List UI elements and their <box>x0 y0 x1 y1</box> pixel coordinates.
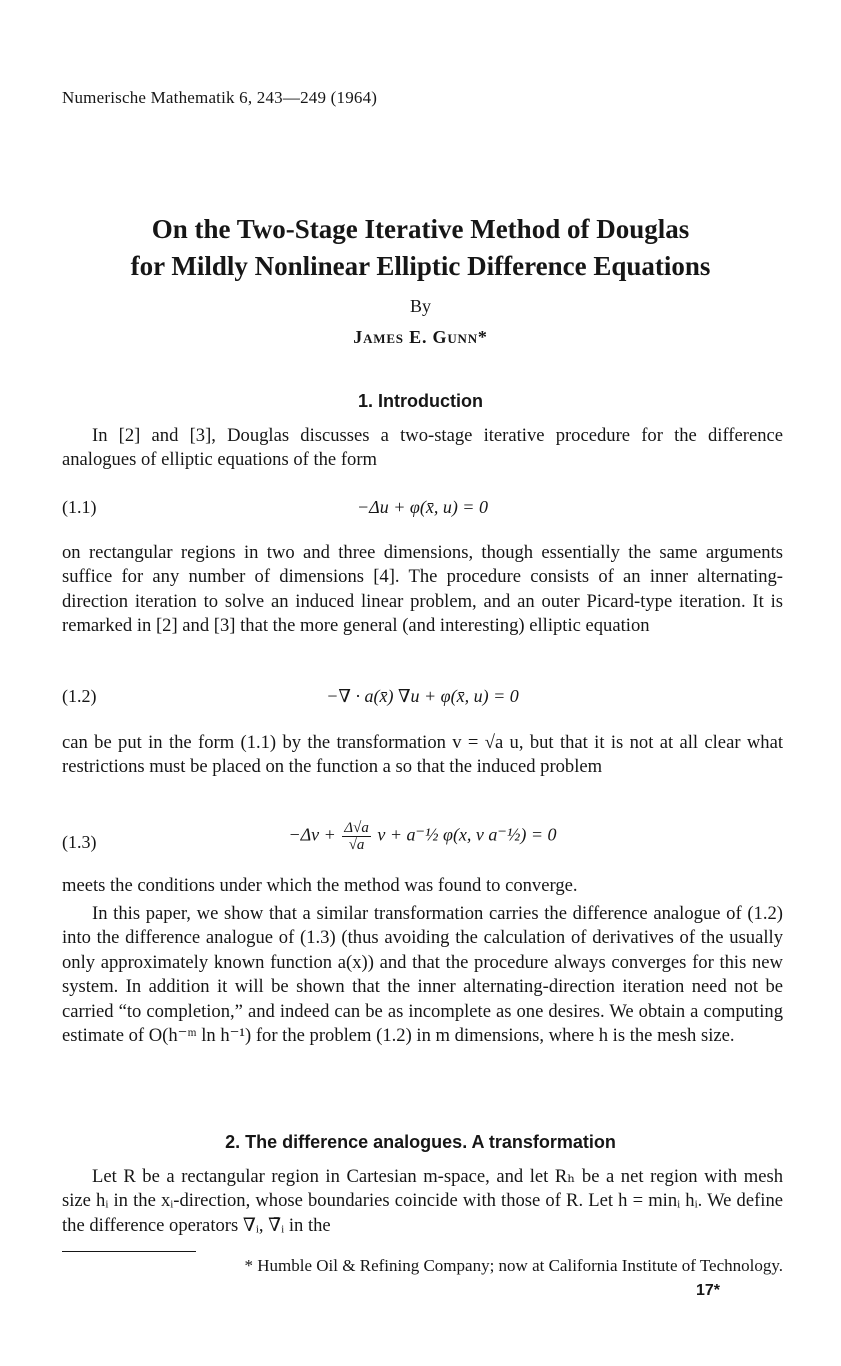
paragraph-intro-5: In this paper, we show that a similar transformation carries the difference analogue of (1.2) into the difference analogue of (1.3) (thus avoiding the calculation of derivatives of the usually only approximately known function a(x)) and that the procedure always converges for this new system. In addition it will be shown that the inner alternating-direction iteration need not be carried “to completion,” and indeed can be as incomplete as one desires. We obtain a computing estimate of O(h⁻ᵐ ln h⁻¹) for the problem (1.2) in m dimensions, where h is the mesh size. <box>62 903 783 1047</box>
footnote-rule <box>62 1251 196 1252</box>
equation-1-2 <box>62 686 783 710</box>
paragraph-section2-1: Let R be a rectangular region in Cartesian m-space, and let Rₕ be a net region with mesh size hᵢ in the xᵢ-direction, whose boundaries coincide with those of R. Let h = minᵢ hᵢ. We define the difference operators ∇ᵢ, ∇̄ᵢ in the <box>62 1166 783 1236</box>
section-heading-introduction: 1. Introduction <box>358 391 483 411</box>
equation-body: −Δu + φ(x̄, u) = 0 <box>357 497 488 517</box>
paper-title-line-1: On the Two-Stage Iterative Method of Douglas <box>151 214 690 244</box>
equation-body <box>62 820 783 853</box>
footnote: * Humble Oil & Refining Company; now at California Institute of Technology. <box>244 1256 783 1275</box>
equation-right: v + a⁻½ φ(x, v a⁻½) = 0 <box>377 824 557 845</box>
equation-left: −Δv + <box>288 824 336 845</box>
fraction-denominator: √a <box>348 837 365 853</box>
equation-number: (1.2) <box>62 686 97 706</box>
equation-fraction <box>342 820 371 853</box>
equation-1-3 <box>62 820 783 864</box>
paper-title-line-2: for Mildly Nonlinear Elliptic Difference Equations <box>130 251 711 281</box>
journal-citation: Numerische Mathematik 6, 243—249 (1964) <box>62 88 378 107</box>
equation-1-1 <box>62 497 783 521</box>
equation-body: −∇ · a(x̄) ∇u + φ(x̄, u) = 0 <box>326 686 519 706</box>
page-number: 17* <box>695 1282 720 1299</box>
equation-number: (1.3) <box>62 832 97 852</box>
equation-number: (1.1) <box>62 497 97 517</box>
author-name: James E. Gunn* <box>353 327 488 347</box>
paragraph-intro-1: In [2] and [3], Douglas discusses a two-stage iterative procedure for the difference analogues of elliptic equations of the form <box>62 425 783 471</box>
paragraph-intro-2: on rectangular regions in two and three dimensions, though essentially the same arguments suffice for any number of dimensions [4]. The procedure consists of an inner alternating-direction iteration to solve an induced linear problem, and an outer Picard-type iteration. It is remarked in [2] and [3] that the more general (and interesting) elliptic equation <box>62 542 783 637</box>
paragraph-intro-4: meets the conditions under which the method was found to converge. <box>62 875 578 896</box>
paragraph-intro-3: can be put in the form (1.1) by the transformation v = √a u, but that it is not at all clear what restrictions must be placed on the function a so that the induced problem <box>62 732 783 778</box>
byline-by: By <box>409 296 431 316</box>
section-heading-difference-analogues: 2. The difference analogues. A transformation <box>225 1132 616 1152</box>
fraction-numerator: Δ√a <box>344 820 369 836</box>
